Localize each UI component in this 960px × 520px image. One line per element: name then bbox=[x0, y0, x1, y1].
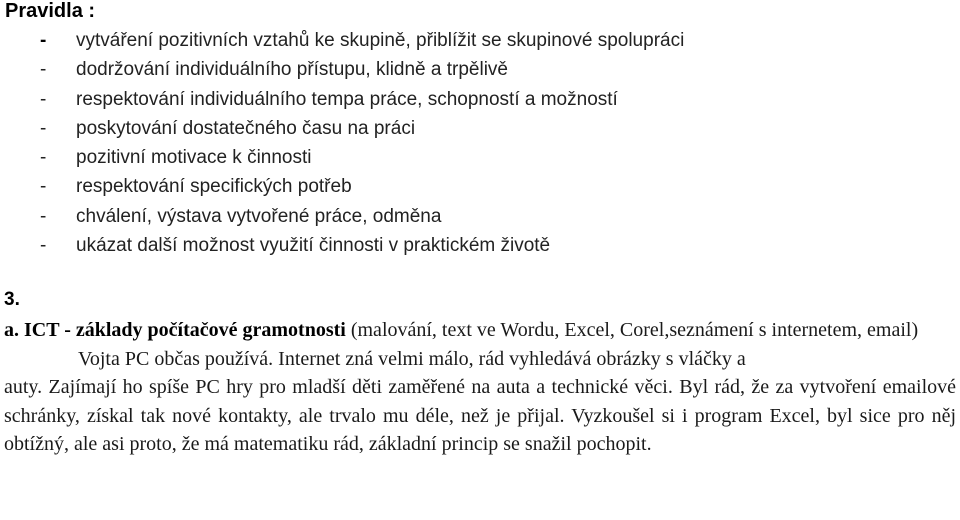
page-heading: Pravidla : bbox=[5, 0, 96, 22]
rule-text: vytváření pozitivních vztahů ke skupině, přiblížit se skupinové spolupráci bbox=[76, 30, 685, 51]
rule-text: ukázat další možnost využití činnosti v praktickém životě bbox=[76, 235, 551, 257]
rule-item bbox=[0, 55, 960, 84]
rule-item bbox=[0, 143, 960, 172]
list-dash: - bbox=[40, 176, 47, 198]
section-lead-rest: (malování, text ve Wordu, Excel, Corel,seznámení s internetem, email) bbox=[345, 319, 919, 341]
rule-item bbox=[0, 172, 960, 201]
rule-text: respektování individuálního tempa práce, schopností a možností bbox=[76, 88, 618, 110]
list-dash: - bbox=[40, 235, 47, 257]
list-dash: - bbox=[40, 59, 47, 81]
rule-item bbox=[0, 26, 960, 55]
rules-list bbox=[0, 26, 960, 260]
list-dash: - bbox=[40, 205, 47, 227]
list-dash: - bbox=[40, 30, 47, 51]
list-dash: - bbox=[40, 88, 47, 110]
rule-item bbox=[0, 231, 960, 260]
section-body: auty. Zajímají ho spíše PC hry pro mladší děti zaměřené na auta a technické věci. Byl rád, že za vytvoření emailové schránky, získal tak nové kontakty, ale trvalo mu déle, než je přijal. Vyzkoušel si i program Excel, byl sice pro něj obtížný, ale asi proto, že má matematiku rád, základní princip se snažil pochopit. bbox=[4, 376, 956, 455]
section-lead: a. ICT - základy počítačové gramotnosti bbox=[4, 319, 346, 341]
section-number: 3. bbox=[4, 289, 20, 310]
ict-section bbox=[4, 316, 956, 459]
list-dash: - bbox=[40, 117, 47, 139]
rule-text: chválení, výstava vytvořené práce, odměna bbox=[76, 205, 442, 227]
indented-paragraph: Vojta PC občas používá. Internet zná velmi málo, rád vyhledává obrázky s vláčky a bbox=[78, 347, 746, 370]
rule-text: respektování specifických potřeb bbox=[76, 176, 352, 198]
rule-text: pozitivní motivace k činnosti bbox=[76, 147, 312, 169]
rule-item bbox=[0, 85, 960, 114]
rule-text: poskytování dostatečného času na práci bbox=[76, 117, 416, 139]
rule-text: dodržování individuálního přístupu, klidně a trpělivě bbox=[76, 59, 508, 81]
rule-item bbox=[0, 202, 960, 231]
list-dash: - bbox=[40, 147, 47, 169]
rule-item bbox=[0, 114, 960, 143]
